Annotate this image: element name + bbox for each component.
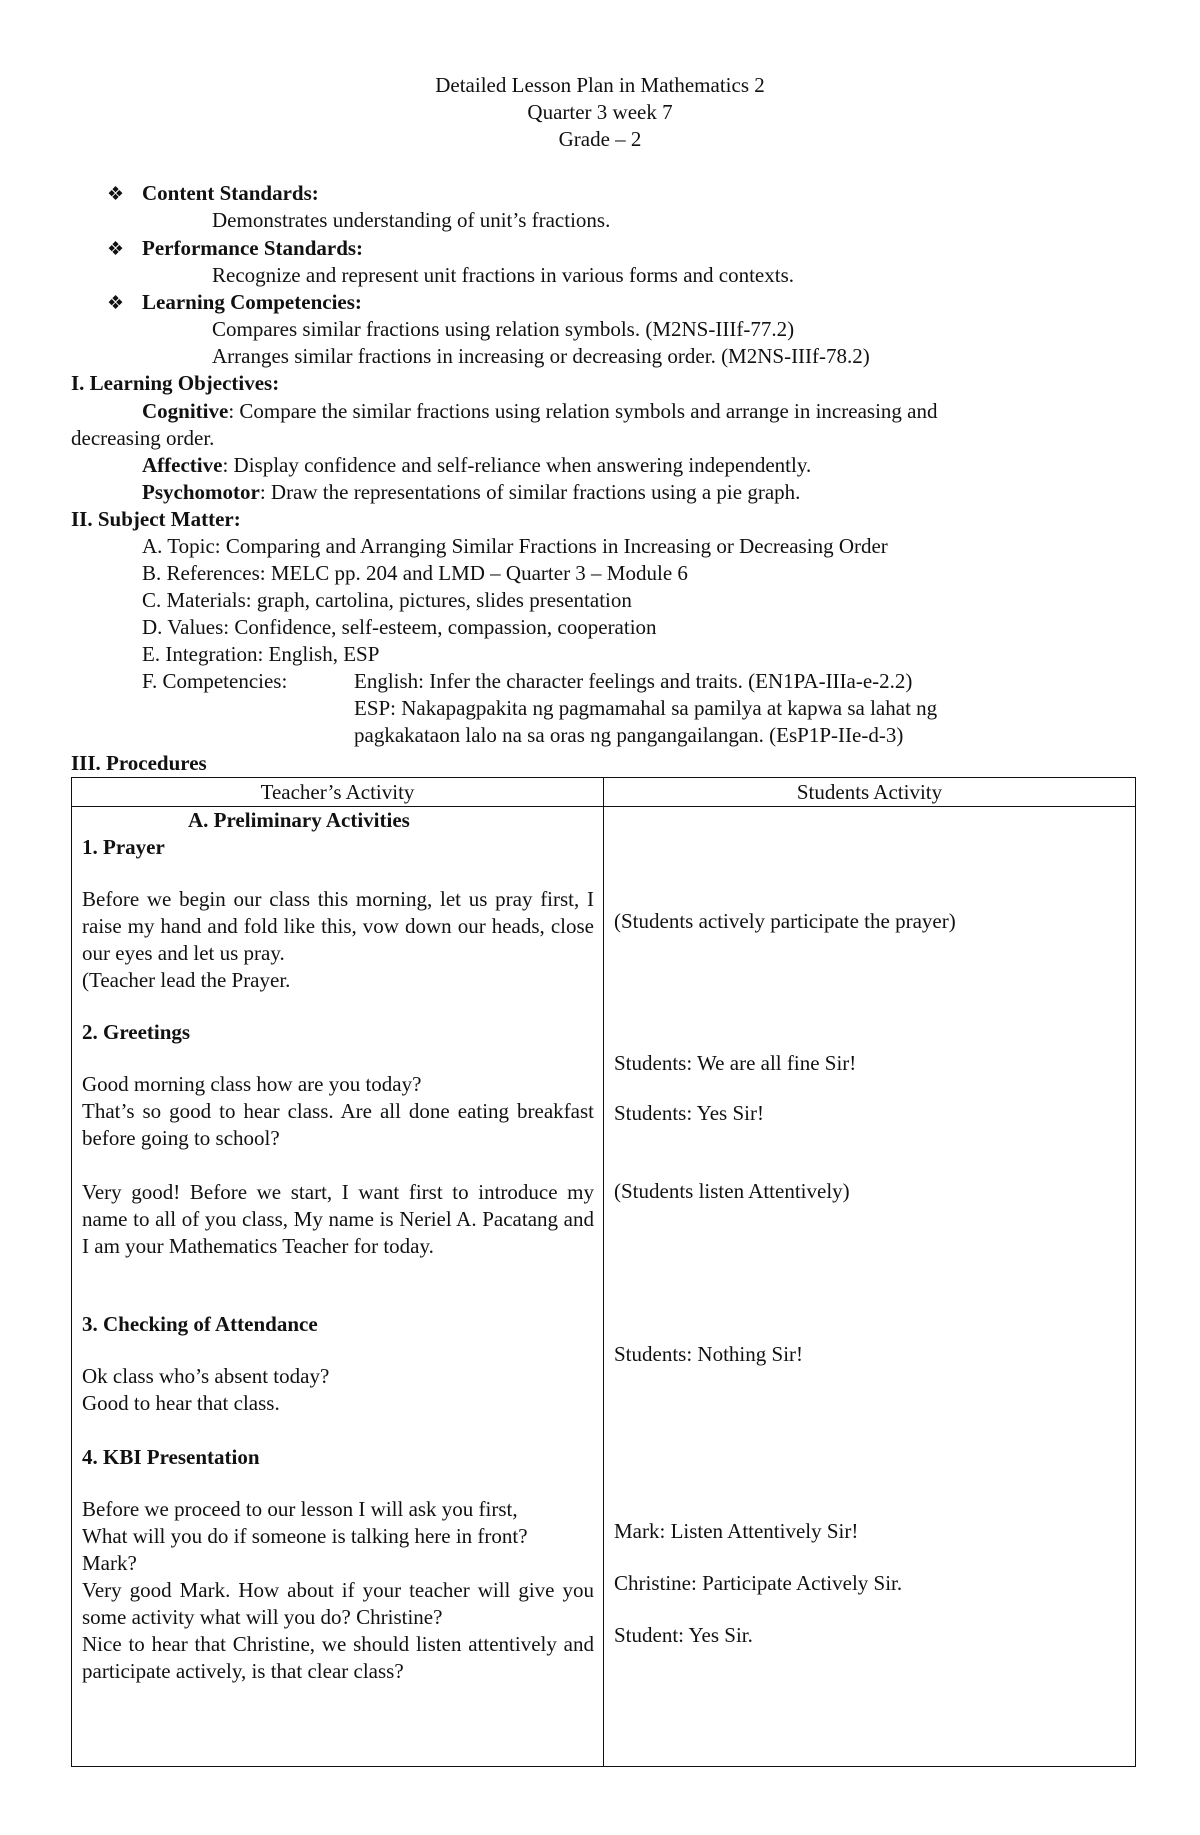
- quarter-label: Quarter 3 week 7: [527, 100, 673, 124]
- prayer-heading: 1. Prayer: [82, 835, 165, 859]
- student-nothing-response: Students: Nothing Sir!: [614, 1342, 804, 1366]
- kbi-closing: Nice to hear that Christine, we should listen attentively and participate actively, is that clear class?: [82, 1632, 594, 1683]
- kbi-heading: 4. KBI Presentation: [82, 1445, 260, 1469]
- performance-standards-label: Performance Standards:: [142, 236, 364, 260]
- affective-text: : Display confidence and self-reliance when answering independently.: [222, 453, 812, 477]
- students-activity-cell: [604, 807, 1136, 1767]
- cognitive-label: Cognitive: [142, 399, 229, 423]
- subject-competency-esp-1: ESP: Nakapagpakita ng pagmamahal sa pamilya at kapwa sa lahat ng: [354, 696, 938, 720]
- greeting-breakfast: That’s so good to hear class. Are all done eating breakfast before going to school?: [82, 1099, 594, 1150]
- subject-materials: C. Materials: graph, cartolina, pictures, slides presentation: [142, 588, 632, 612]
- student-yes-response: Students: Yes Sir!: [614, 1101, 764, 1125]
- student-fine-response: Students: We are all fine Sir!: [614, 1051, 857, 1075]
- student-yes-sir-response: Student: Yes Sir.: [614, 1623, 753, 1647]
- teacher-introduction: Very good! Before we start, I want first to introduce my name to all of you class, My name is Neriel A. Pacatang and I am your Mathematics Teacher for today.: [82, 1180, 594, 1258]
- attendance-response: Good to hear that class.: [82, 1391, 280, 1415]
- psychomotor-objective: [142, 479, 800, 506]
- learning-competency-2: Arranges similar fractions in increasing or decreasing order. (M2NS-IIIf-78.2): [212, 344, 870, 368]
- subject-competency-esp-2: pagkakataon lalo na sa oras ng pangangailangan. (EsP1P-IIe-d-3): [354, 723, 904, 747]
- attendance-heading: 3. Checking of Attendance: [82, 1312, 318, 1336]
- content-standards-label: Content Standards:: [142, 181, 319, 205]
- subject-integration: E. Integration: English, ESP: [142, 642, 380, 666]
- greeting-question: Good morning class how are you today?: [82, 1072, 422, 1096]
- attendance-block: [82, 1363, 594, 1417]
- student-listen-response: (Students listen Attentively): [614, 1179, 850, 1203]
- grade-label: Grade – 2: [558, 127, 642, 151]
- document-title: Detailed Lesson Plan in Mathematics 2: [435, 73, 765, 97]
- kbi-block: [82, 1496, 594, 1685]
- affective-objective: [142, 452, 811, 479]
- content-standards-text: Demonstrates understanding of unit’s fractions.: [212, 208, 611, 232]
- learning-competency-1: Compares similar fractions using relation symbols. (M2NS-IIIf-77.2): [212, 317, 795, 341]
- kbi-intro: Before we proceed to our lesson I will ask you first,: [82, 1497, 518, 1521]
- subject-values: D. Values: Confidence, self-esteem, compassion, cooperation: [142, 615, 657, 639]
- subject-references: B. References: MELC pp. 204 and LMD – Quarter 3 – Module 6: [142, 561, 688, 585]
- subject-matter-heading: II. Subject Matter:: [71, 507, 241, 531]
- kbi-question: What will you do if someone is talking here in front?: [82, 1524, 528, 1548]
- procedures-heading: III. Procedures: [71, 751, 207, 775]
- teacher-activity-cell: [72, 807, 604, 1767]
- performance-standards-text: Recognize and represent unit fractions in various forms and contexts.: [212, 263, 794, 287]
- diamond-bullet-icon: ❖: [107, 184, 125, 205]
- affective-label: Affective: [142, 453, 223, 477]
- learning-competencies-label: Learning Competencies:: [142, 290, 362, 314]
- subject-competencies-label: F. Competencies:: [142, 669, 288, 693]
- preliminary-activities-heading: A. Preliminary Activities: [188, 808, 410, 832]
- subject-topic: A. Topic: Comparing and Arranging Similar Fractions in Increasing or Decreasing Order: [142, 534, 888, 558]
- teacher-activity-header: Teacher’s Activity: [72, 778, 604, 807]
- subject-competency-english: English: Infer the character feelings and traits. (EN1PA-IIIa-e-2.2): [354, 669, 913, 693]
- cognitive-objective: [142, 398, 937, 425]
- greetings-heading: 2. Greetings: [82, 1020, 191, 1044]
- student-prayer-response: (Students actively participate the prayer): [614, 909, 956, 933]
- attendance-question: Ok class who’s absent today?: [82, 1364, 330, 1388]
- diamond-bullet-icon: ❖: [107, 239, 125, 260]
- cognitive-text: : Compare the similar fractions using relation symbols and arrange in increasing and: [228, 399, 938, 423]
- christine-response: Christine: Participate Actively Sir.: [614, 1571, 903, 1595]
- greetings-block: [82, 1071, 594, 1152]
- introduction-block: [82, 1179, 594, 1260]
- mark-response: Mark: Listen Attentively Sir!: [614, 1519, 859, 1543]
- cognitive-text-continued: decreasing order.: [71, 426, 215, 450]
- learning-objectives-heading: I. Learning Objectives:: [71, 371, 280, 395]
- psychomotor-text: : Draw the representations of similar fractions using a pie graph.: [259, 480, 801, 504]
- diamond-bullet-icon: ❖: [107, 293, 125, 314]
- students-activity-header: Students Activity: [604, 778, 1136, 807]
- psychomotor-label: Psychomotor: [142, 480, 260, 504]
- prayer-block: [82, 886, 594, 994]
- procedures-table: [71, 777, 1136, 1767]
- kbi-activity: Very good Mark. How about if your teacher will give you some activity what will you do? Christine?: [82, 1578, 594, 1629]
- prayer-lead: (Teacher lead the Prayer.: [82, 968, 291, 992]
- prayer-text: Before we begin our class this morning, let us pray first, I raise my hand and fold like this, vow down our heads, close our eyes and let us pray.: [82, 887, 594, 965]
- kbi-mark: Mark?: [82, 1551, 137, 1575]
